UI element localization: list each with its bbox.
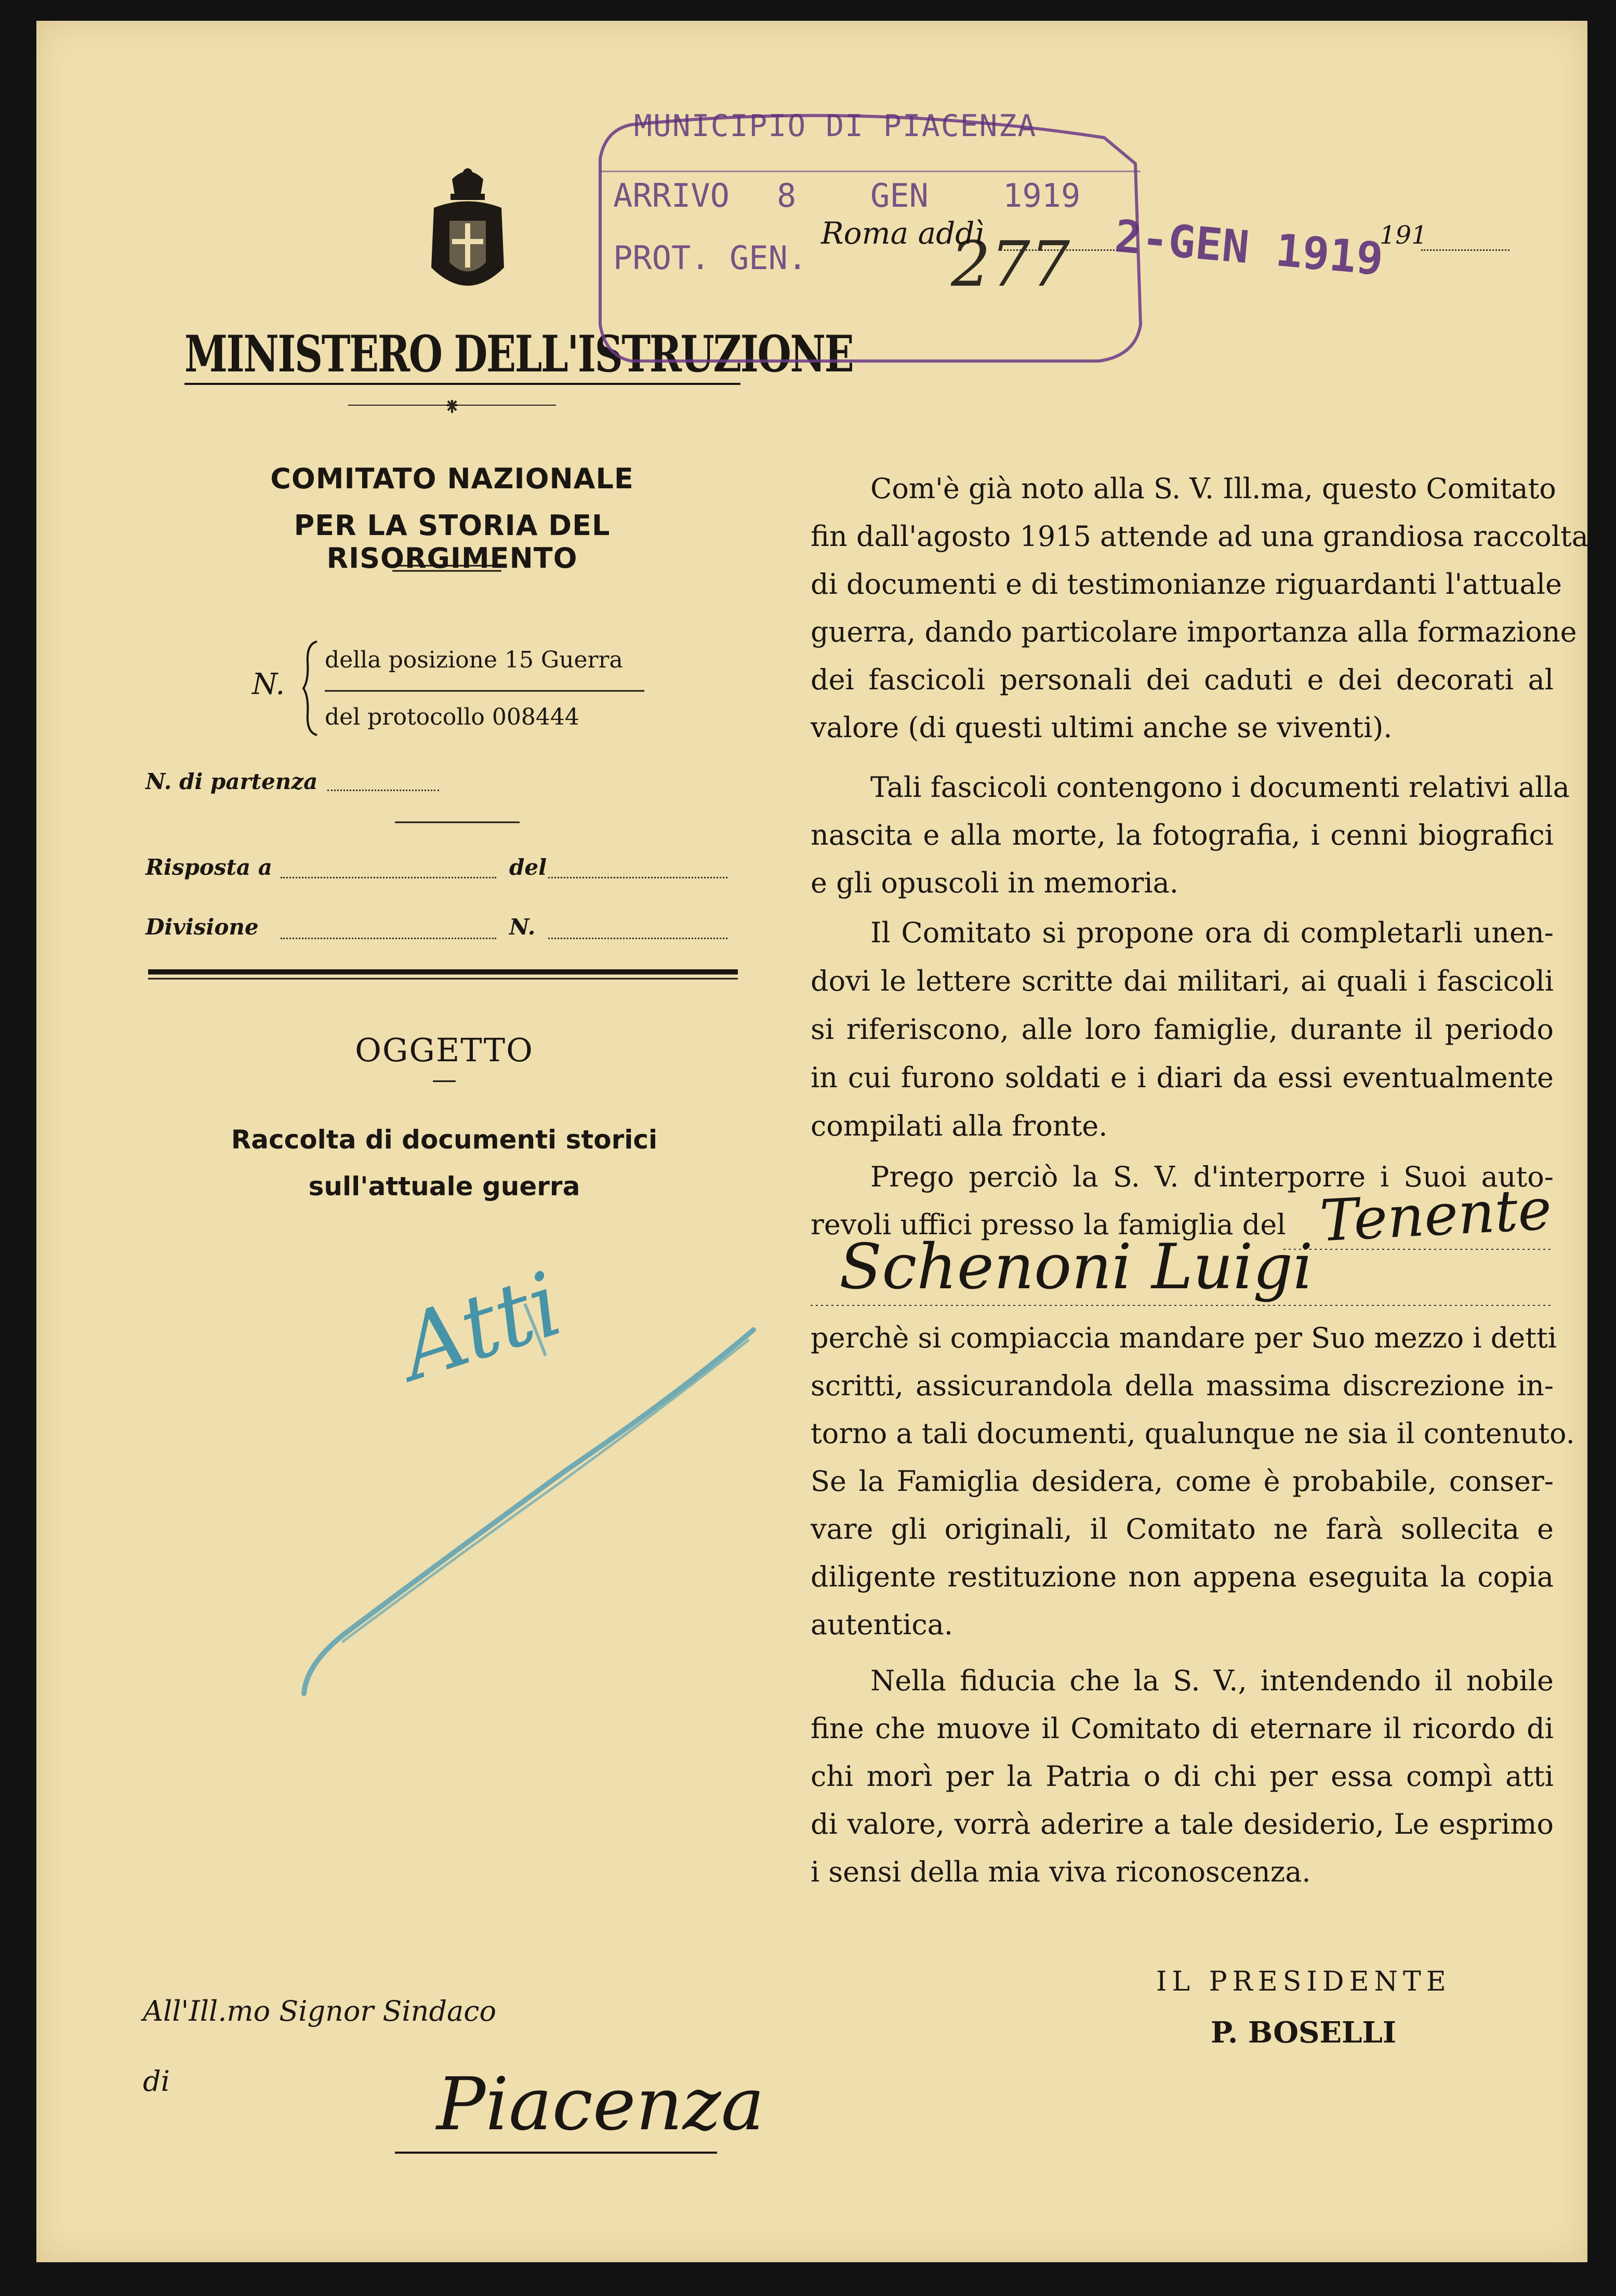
oggetto-dash: —	[432, 1065, 457, 1094]
body-line: Prego perciò la S. V. d'interporre i Suoi auto-	[870, 1160, 1554, 1193]
divisione-n-label: N.	[509, 914, 536, 940]
name-underline	[811, 1304, 1554, 1307]
date-year-prefix: 191	[1380, 221, 1427, 250]
committee-double-rule	[392, 564, 501, 574]
reference-separator	[325, 689, 644, 692]
body-line: Nella fiducia che la S. V., intendendo il nobile	[870, 1664, 1554, 1697]
stamp-municipio: MUNICIPIO DI PIACENZA	[634, 108, 1037, 143]
coat-of-arms-icon	[418, 164, 517, 304]
oggetto-subject-line1: Raccolta di documenti storici	[231, 1125, 658, 1155]
signature-name: P. BOSELLI	[1211, 2015, 1397, 2050]
body-line: i sensi della mia viva riconoscenza.	[811, 1856, 1311, 1888]
date-place: Roma addì	[821, 216, 984, 251]
body-line: diligente restituzione non appena eseguita la copia	[811, 1560, 1554, 1593]
handwritten-rank: Tenente	[1318, 1176, 1554, 1254]
thick-thin-rule	[148, 969, 738, 980]
blue-crayon-stroke	[255, 1299, 753, 1714]
body-line: chi morì per la Patria o di chi per essa compì atti	[811, 1760, 1554, 1793]
reference-position: della posizione 15 Guerra	[325, 647, 623, 673]
handwritten-city: Piacenza	[436, 2062, 765, 2147]
body-line: dovi le lettere scritte dai militari, ai quali i fascicoli	[811, 965, 1554, 997]
body-line: in cui furono soldati e i diari da essi eventualmente	[811, 1061, 1554, 1094]
handwritten-name: Schenoni Luigi	[839, 1231, 1313, 1303]
body-line: Com'è già noto alla S. V. Ill.ma, questo Comitato	[870, 472, 1556, 505]
body-line: scritti, assicurandola della massima discrezione in-	[811, 1369, 1554, 1402]
ornament-divider	[348, 384, 556, 426]
blue-crayon-annotation: Atti	[388, 1252, 574, 1401]
rank-underline	[1283, 1248, 1554, 1251]
stamp-arrivo-month: GEN	[870, 177, 929, 215]
body-line: Se la Famiglia desidera, come è probabile, conser-	[811, 1465, 1554, 1498]
document-sheet	[36, 21, 1587, 2262]
body-line: compilati alla fronte.	[811, 1110, 1108, 1142]
stamp-prot-gen-label: PROT. GEN.	[613, 239, 807, 277]
stamp-arrivo-day: 8	[777, 177, 797, 215]
date-year-field	[1421, 249, 1509, 251]
del-field[interactable]	[548, 877, 727, 878]
signature-title: IL PRESIDENTE	[1156, 1966, 1451, 1997]
body-line: valore (di questi ultimi anche se viventi).	[811, 711, 1393, 744]
committee-title-line2: PER LA STORIA DEL RISORGIMENTO	[294, 509, 611, 575]
addressee-underline	[395, 2151, 717, 2155]
body-line: si riferiscono, alle loro famiglie, durante il periodo	[811, 1013, 1554, 1046]
body-line: e gli opuscoli in memoria.	[811, 866, 1178, 899]
divisione-n-field[interactable]	[548, 938, 727, 939]
body-line: revoli uffici presso la famiglia del	[811, 1208, 1286, 1241]
date-stamp: 2-GEN 1919	[1112, 210, 1385, 286]
ministry-title: MINISTERO DELL'ISTRUZIONE	[184, 325, 853, 383]
partenza-label: N. di partenza	[145, 769, 318, 794]
oggetto-heading: OGGETTO	[355, 1031, 534, 1069]
body-line: vare gli originali, il Comitato ne farà sollecita e	[811, 1513, 1554, 1545]
body-line: nascita e alla morte, la fotografia, i cenni biografici	[811, 819, 1554, 851]
body-line: torno a tali documenti, qualunque ne sia il contenuto.	[811, 1417, 1575, 1450]
risposta-field[interactable]	[281, 877, 496, 878]
body-line: Tali fascicoli contengono i documenti relativi alla	[870, 771, 1570, 804]
partenza-rule	[395, 821, 520, 824]
committee-title-line1: COMITATO NAZIONALE	[270, 462, 634, 495]
stamp-arrivo-year: 1919	[1003, 177, 1081, 215]
body-line: guerra, dando particolare importanza alla formazione	[811, 616, 1577, 648]
addressee-line2: di	[143, 2065, 170, 2098]
reference-brace	[301, 639, 322, 738]
body-line: fine che muove il Comitato di eternare il ricordo di	[811, 1712, 1554, 1745]
body-line: perchè si compiaccia mandare per Suo mezzo i detti	[811, 1321, 1557, 1354]
reference-n-label: N.	[252, 668, 285, 701]
body-line: di valore, vorrà aderire a tale desiderio, Le esprimo	[811, 1808, 1554, 1840]
divisione-field[interactable]	[281, 938, 496, 939]
divisione-label: Divisione	[145, 914, 259, 940]
body-line: autentica.	[811, 1608, 953, 1641]
body-line: dei fascicoli personali dei caduti e dei decorati al	[811, 663, 1554, 696]
risposta-label: Risposta a	[145, 855, 272, 880]
date-day-field	[1000, 249, 1130, 251]
addressee-line1: All'Ill.mo Signor Sindaco	[143, 1995, 496, 2027]
body-line: fin dall'agosto 1915 attende ad una grandiosa raccolta	[811, 520, 1588, 553]
del-label: del	[509, 855, 547, 880]
body-line: Il Comitato si propone ora di completarli unen-	[870, 916, 1554, 949]
stamp-protocol-number: 277	[951, 229, 1070, 301]
stamp-arrivo-label: ARRIVO	[613, 177, 730, 215]
partenza-field[interactable]	[327, 790, 439, 791]
reference-protocol: del protocollo 008444	[325, 704, 579, 730]
oggetto-subject-line2: sull'attuale guerra	[308, 1171, 580, 1202]
body-line: di documenti e di testimonianze riguardanti l'attuale	[811, 568, 1562, 600]
